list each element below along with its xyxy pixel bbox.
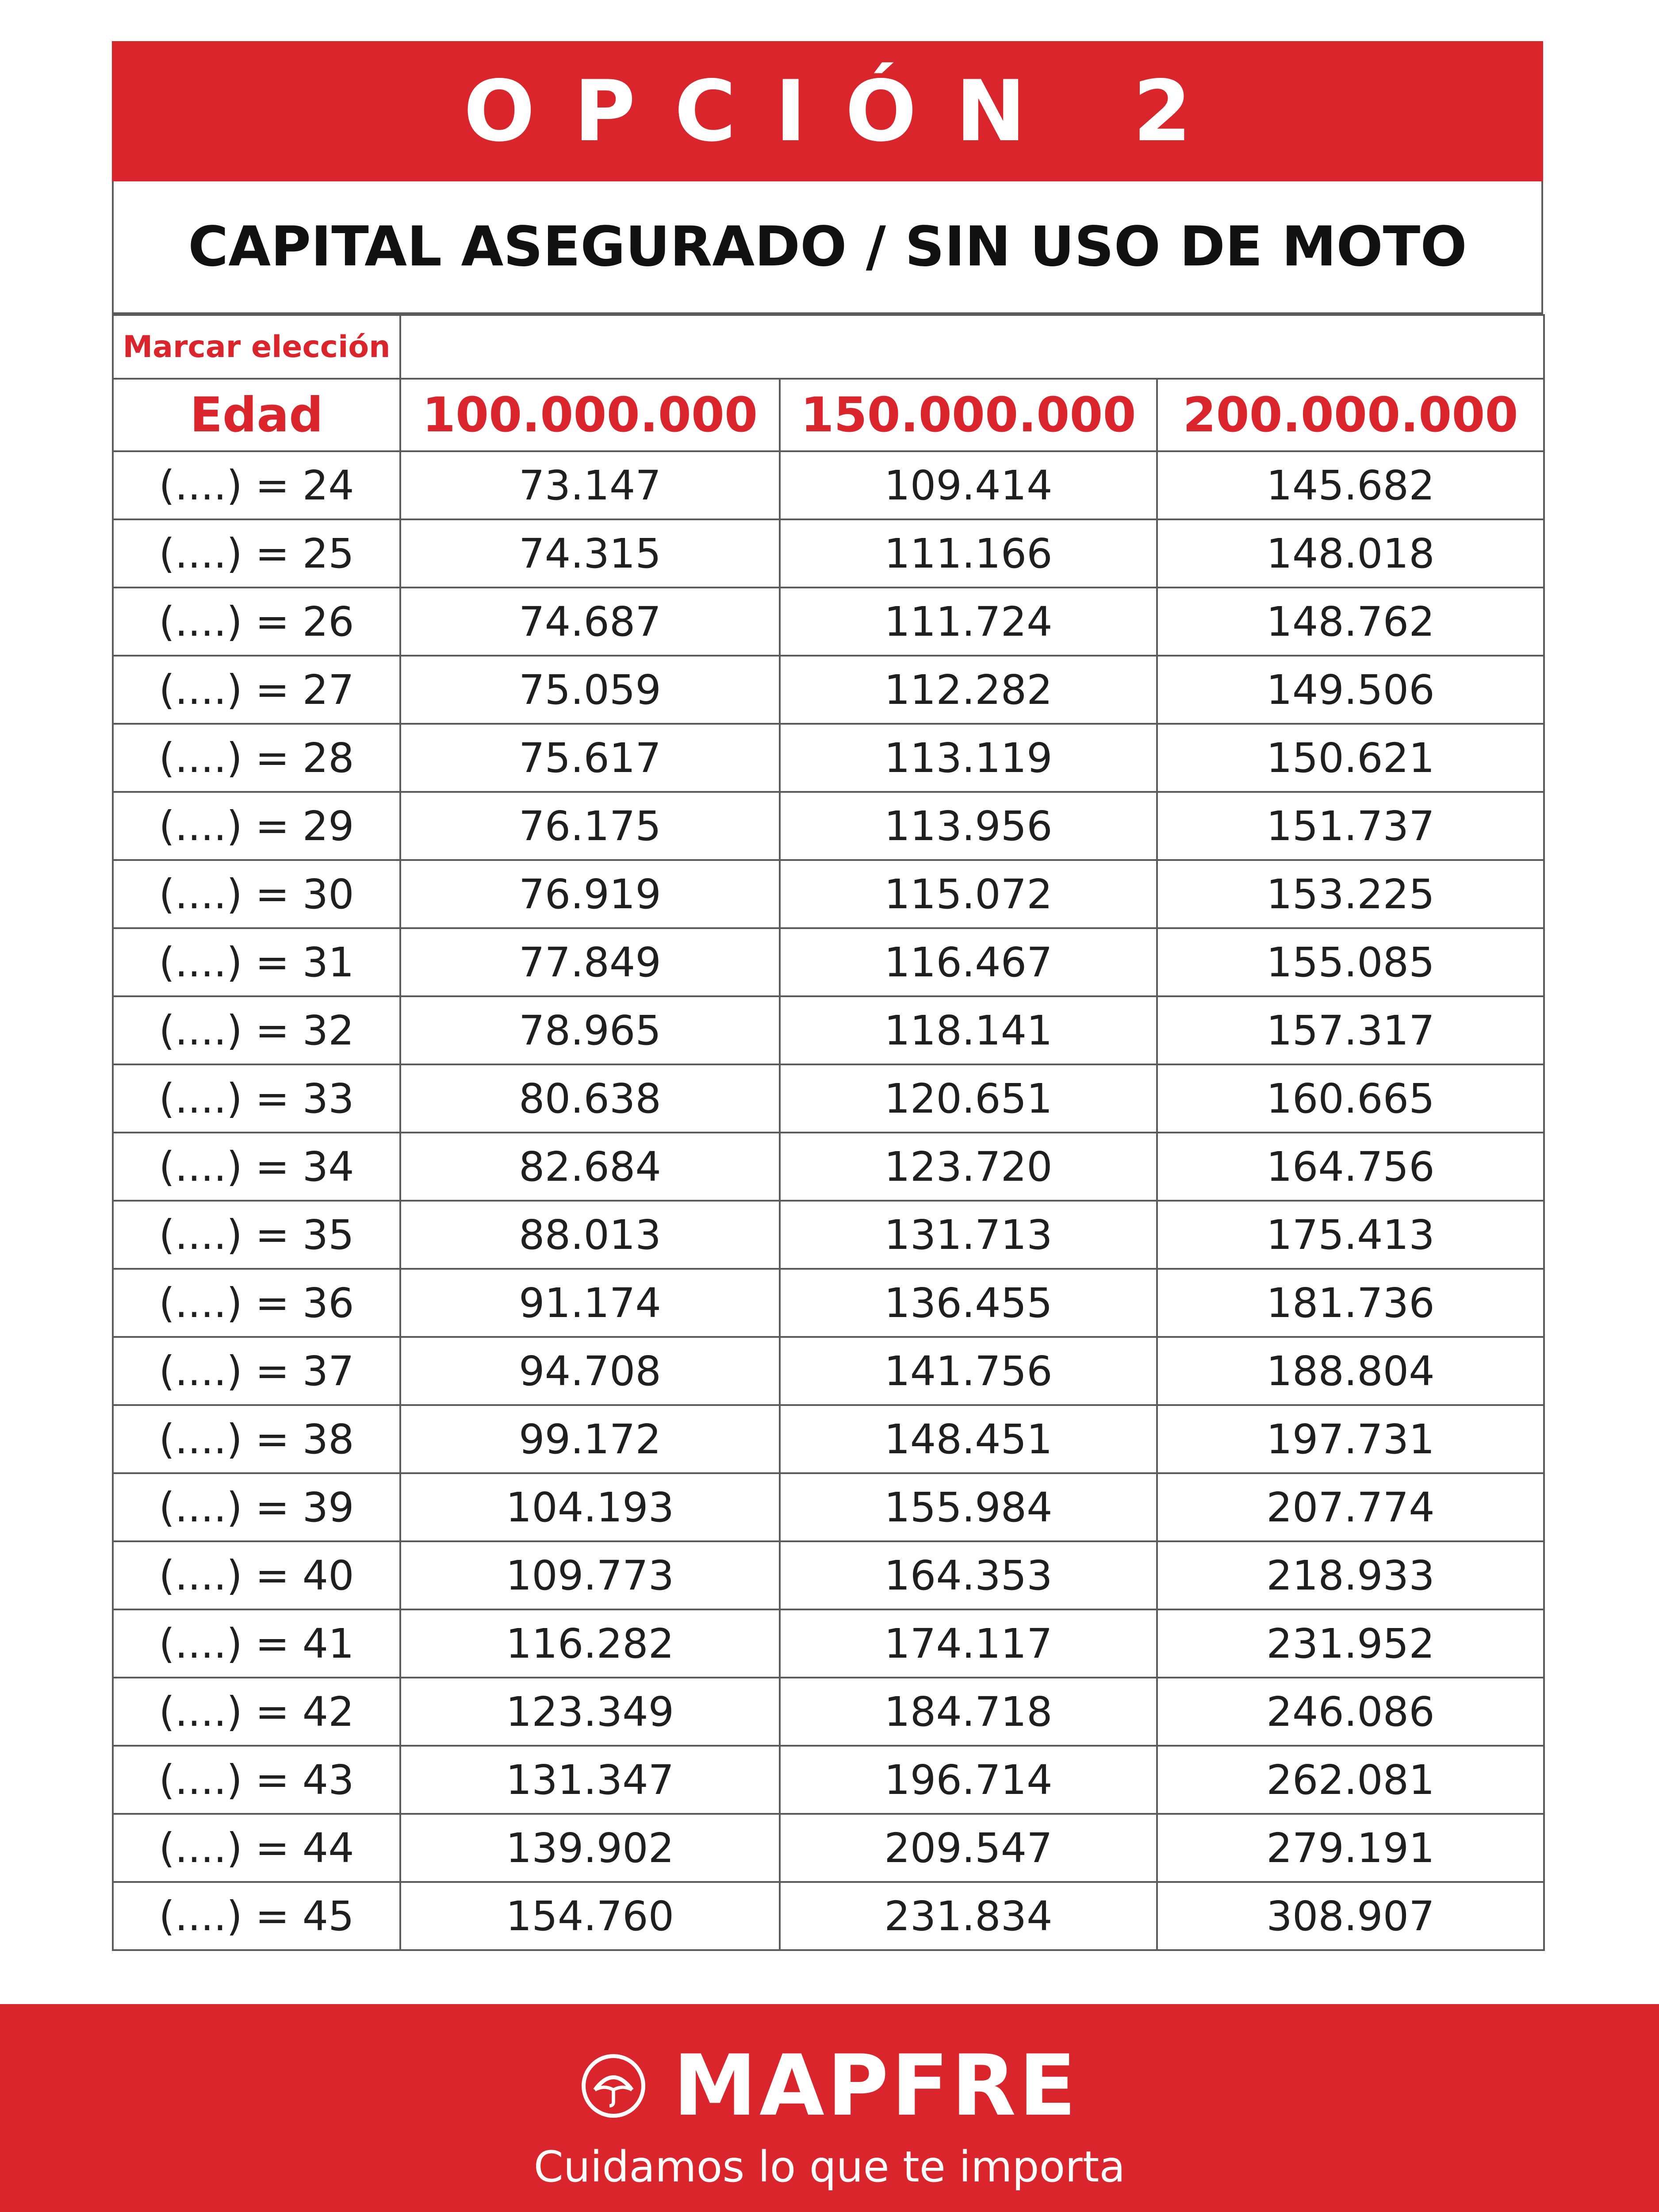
- premium-cell-100m-text: 73.147: [519, 461, 661, 509]
- premium-cell-100m: [400, 1337, 780, 1405]
- premium-cell-150m: [780, 1609, 1157, 1678]
- brand-tagline: Cuidamos lo que te importa: [533, 2142, 1126, 2192]
- premium-cell-150m: [780, 724, 1157, 792]
- mapfre-umbrella-icon: [580, 2053, 647, 2119]
- table-row: [113, 996, 1544, 1064]
- age-cell-text: (....) = 33: [159, 1075, 354, 1122]
- premium-cell-100m-text: 131.347: [506, 1756, 674, 1804]
- rate-sheet: [112, 41, 1543, 1951]
- premium-cell-200m: [1157, 1541, 1544, 1609]
- table-row: [113, 1814, 1544, 1882]
- premium-cell-200m-text: 175.413: [1266, 1211, 1435, 1259]
- premium-cell-200m: [1157, 928, 1544, 996]
- premium-cell-200m-text: 160.665: [1266, 1075, 1435, 1122]
- premium-cell-100m-text: 74.315: [519, 530, 661, 577]
- age-cell: [113, 1201, 400, 1269]
- age-cell-text: (....) = 29: [159, 802, 354, 850]
- premium-cell-150m-text: 174.117: [884, 1620, 1053, 1667]
- premium-cell-150m: [780, 1201, 1157, 1269]
- premium-cell-200m: [1157, 1746, 1544, 1814]
- premium-cell-200m-text: 181.736: [1266, 1279, 1435, 1327]
- premium-cell-100m-text: 91.174: [519, 1279, 661, 1327]
- premium-cell-100m-text: 94.708: [519, 1347, 661, 1395]
- premium-cell-150m-text: 136.455: [884, 1279, 1053, 1327]
- premium-cell-100m-text: 75.617: [519, 734, 661, 782]
- premium-cell-150m-text: 113.119: [884, 734, 1053, 782]
- premium-cell-100m: [400, 996, 780, 1064]
- premium-cell-100m-text: 82.684: [519, 1143, 661, 1190]
- premium-cell-100m-text: 78.965: [519, 1006, 661, 1054]
- premium-cell-200m: [1157, 656, 1544, 724]
- age-cell: [113, 588, 400, 656]
- premium-cell-100m: [400, 1405, 780, 1473]
- mark-choice-row: [113, 315, 1544, 379]
- premium-cell-100m: [400, 1269, 780, 1337]
- premium-cell-150m-text: 164.353: [884, 1551, 1053, 1599]
- age-cell-text: (....) = 28: [159, 734, 354, 782]
- premium-cell-100m: [400, 1133, 780, 1201]
- premium-cell-100m: [400, 860, 780, 928]
- premium-cell-200m-text: 308.907: [1266, 1892, 1435, 1940]
- age-cell-text: (....) = 44: [159, 1824, 354, 1872]
- premium-cell-200m: [1157, 1814, 1544, 1882]
- premium-cell-150m: [780, 656, 1157, 724]
- age-cell: [113, 1609, 400, 1678]
- premium-cell-200m: [1157, 996, 1544, 1064]
- header-cell-capital-200m: [1157, 379, 1544, 451]
- premium-cell-200m: [1157, 1882, 1544, 1950]
- premium-cell-200m-text: 231.952: [1266, 1620, 1435, 1667]
- age-cell-text: (....) = 27: [159, 666, 354, 714]
- header-age-label: Edad: [190, 387, 323, 443]
- premium-cell-100m-text: 99.172: [519, 1415, 661, 1463]
- premium-cell-100m: [400, 588, 780, 656]
- premium-cell-100m: [400, 451, 780, 519]
- premium-cell-150m-text: 155.984: [884, 1483, 1053, 1531]
- header-row: [113, 379, 1544, 451]
- header-cell-age: [113, 379, 400, 451]
- premium-cell-100m: [400, 519, 780, 588]
- table-row: [113, 588, 1544, 656]
- premium-cell-200m: [1157, 1405, 1544, 1473]
- premium-cell-200m-text: 188.804: [1266, 1347, 1435, 1395]
- premium-cell-150m: [780, 1814, 1157, 1882]
- premium-cell-150m: [780, 1064, 1157, 1133]
- age-cell: [113, 1882, 400, 1950]
- premium-cell-200m-text: 218.933: [1266, 1551, 1435, 1599]
- premium-cell-200m-text: 150.621: [1266, 734, 1435, 782]
- header-capital-label: 200.000.000: [1183, 387, 1518, 443]
- header-capital-label: 150.000.000: [801, 387, 1136, 443]
- premium-cell-200m-text: 148.018: [1266, 530, 1435, 577]
- mark-choice-label: Marcar elección: [123, 329, 391, 365]
- premium-cell-150m: [780, 996, 1157, 1064]
- age-cell: [113, 1405, 400, 1473]
- premium-cell-100m: [400, 1064, 780, 1133]
- table-row: [113, 1609, 1544, 1678]
- premium-cell-150m-text: 123.720: [884, 1143, 1053, 1190]
- premium-cell-150m-text: 231.834: [884, 1892, 1053, 1940]
- premium-cell-200m: [1157, 519, 1544, 588]
- age-cell-text: (....) = 35: [159, 1211, 354, 1259]
- premium-cell-150m: [780, 792, 1157, 860]
- table-row: [113, 1541, 1544, 1609]
- premium-cell-200m-text: 153.225: [1266, 870, 1435, 918]
- premium-cell-150m: [780, 928, 1157, 996]
- premium-cell-100m-text: 80.638: [519, 1075, 661, 1122]
- premium-cell-100m: [400, 1746, 780, 1814]
- table-row: [113, 928, 1544, 996]
- premium-cell-200m: [1157, 1678, 1544, 1746]
- table-row: [113, 1882, 1544, 1950]
- premium-cell-100m: [400, 1541, 780, 1609]
- mark-choice-cell: [113, 315, 400, 379]
- age-cell: [113, 1064, 400, 1133]
- premium-cell-200m-text: 262.081: [1266, 1756, 1435, 1804]
- premium-cell-200m: [1157, 1337, 1544, 1405]
- premium-cell-200m: [1157, 724, 1544, 792]
- table-row: [113, 792, 1544, 860]
- table-row: [113, 1064, 1544, 1133]
- premium-cell-200m-text: 157.317: [1266, 1006, 1435, 1054]
- premium-cell-150m-text: 111.724: [884, 598, 1053, 645]
- premium-cell-150m-text: 116.467: [884, 938, 1053, 986]
- premium-cell-200m-text: 151.737: [1266, 802, 1435, 850]
- premium-cell-100m: [400, 656, 780, 724]
- premium-cell-150m-text: 115.072: [884, 870, 1053, 918]
- premium-cell-100m-text: 88.013: [519, 1211, 661, 1259]
- premium-cell-150m: [780, 1269, 1157, 1337]
- premium-cell-150m-text: 109.414: [884, 461, 1053, 509]
- age-cell-text: (....) = 41: [159, 1620, 354, 1667]
- premium-cell-150m: [780, 1746, 1157, 1814]
- table-row: [113, 1473, 1544, 1541]
- age-cell: [113, 656, 400, 724]
- table-row: [113, 1133, 1544, 1201]
- table-row: [113, 724, 1544, 792]
- premium-cell-150m: [780, 1337, 1157, 1405]
- age-cell-text: (....) = 40: [159, 1551, 354, 1599]
- premium-cell-150m-text: 111.166: [884, 530, 1053, 577]
- premium-cell-100m-text: 139.902: [506, 1824, 674, 1872]
- premium-cell-200m: [1157, 792, 1544, 860]
- premium-table-body: [113, 315, 1544, 1950]
- age-cell: [113, 1337, 400, 1405]
- page-title: OPCIÓN 2: [112, 41, 1543, 181]
- age-cell: [113, 1541, 400, 1609]
- premium-cell-150m-text: 184.718: [884, 1688, 1053, 1736]
- premium-cell-200m: [1157, 1201, 1544, 1269]
- age-cell-text: (....) = 42: [159, 1688, 354, 1736]
- age-cell: [113, 928, 400, 996]
- premium-cell-200m: [1157, 1269, 1544, 1337]
- age-cell-text: (....) = 43: [159, 1756, 354, 1804]
- premium-cell-150m: [780, 451, 1157, 519]
- header-cell-capital-150m: [780, 379, 1157, 451]
- premium-cell-150m-text: 196.714: [884, 1756, 1053, 1804]
- brand-wordmark: MAPFRE: [673, 2037, 1079, 2135]
- age-cell-text: (....) = 24: [159, 461, 354, 509]
- premium-cell-200m-text: 164.756: [1266, 1143, 1435, 1190]
- premium-cell-100m-text: 75.059: [519, 666, 661, 714]
- table-row: [113, 1269, 1544, 1337]
- premium-cell-200m-text: 145.682: [1266, 461, 1435, 509]
- premium-cell-150m-text: 113.956: [884, 802, 1053, 850]
- premium-cell-200m: [1157, 588, 1544, 656]
- premium-cell-100m: [400, 724, 780, 792]
- premium-cell-150m-text: 141.756: [884, 1347, 1053, 1395]
- table-row: [113, 656, 1544, 724]
- age-cell-text: (....) = 31: [159, 938, 354, 986]
- premium-cell-150m: [780, 588, 1157, 656]
- premium-cell-100m-text: 123.349: [506, 1688, 674, 1736]
- age-cell-text: (....) = 36: [159, 1279, 354, 1327]
- age-cell-text: (....) = 34: [159, 1143, 354, 1190]
- premium-cell-200m: [1157, 1064, 1544, 1133]
- age-cell-text: (....) = 37: [159, 1347, 354, 1395]
- table-row: [113, 1405, 1544, 1473]
- age-cell: [113, 1814, 400, 1882]
- header-cell-capital-100m: [400, 379, 780, 451]
- premium-cell-150m-text: 118.141: [884, 1006, 1053, 1054]
- premium-cell-100m-text: 74.687: [519, 598, 661, 645]
- premium-cell-100m-text: 77.849: [519, 938, 661, 986]
- premium-cell-150m: [780, 1882, 1157, 1950]
- premium-cell-100m: [400, 1201, 780, 1269]
- premium-cell-100m: [400, 1678, 780, 1746]
- age-cell-text: (....) = 25: [159, 530, 354, 577]
- age-cell: [113, 996, 400, 1064]
- premium-cell-100m: [400, 1882, 780, 1950]
- age-cell-text: (....) = 39: [159, 1483, 354, 1531]
- premium-cell-100m: [400, 792, 780, 860]
- premium-cell-150m-text: 131.713: [884, 1211, 1053, 1259]
- premium-cell-100m-text: 116.282: [506, 1620, 674, 1667]
- premium-cell-200m-text: 148.762: [1266, 598, 1435, 645]
- premium-cell-150m: [780, 519, 1157, 588]
- premium-cell-150m: [780, 1133, 1157, 1201]
- premium-cell-100m: [400, 1814, 780, 1882]
- age-cell-text: (....) = 45: [159, 1892, 354, 1940]
- age-cell: [113, 860, 400, 928]
- premium-cell-150m: [780, 1541, 1157, 1609]
- premium-cell-100m-text: 104.193: [506, 1483, 674, 1531]
- premium-cell-150m: [780, 1473, 1157, 1541]
- premium-cell-200m: [1157, 451, 1544, 519]
- premium-cell-150m: [780, 860, 1157, 928]
- premium-cell-200m-text: 149.506: [1266, 666, 1435, 714]
- premium-cell-100m: [400, 1473, 780, 1541]
- table-row: [113, 1337, 1544, 1405]
- table-row: [113, 1678, 1544, 1746]
- age-cell-text: (....) = 38: [159, 1415, 354, 1463]
- premium-cell-100m-text: 154.760: [506, 1892, 674, 1940]
- age-cell-text: (....) = 26: [159, 598, 354, 645]
- premium-cell-200m-text: 155.085: [1266, 938, 1435, 986]
- age-cell: [113, 1678, 400, 1746]
- premium-table: [112, 314, 1545, 1951]
- premium-cell-100m: [400, 1609, 780, 1678]
- mark-choice-empty-cell: [400, 315, 1544, 379]
- table-row: [113, 451, 1544, 519]
- premium-cell-200m: [1157, 1133, 1544, 1201]
- table-row: [113, 860, 1544, 928]
- age-cell: [113, 1473, 400, 1541]
- premium-cell-200m-text: 279.191: [1266, 1824, 1435, 1872]
- premium-cell-100m: [400, 928, 780, 996]
- age-cell: [113, 1746, 400, 1814]
- page-subtitle: CAPITAL ASEGURADO / SIN USO DE MOTO: [112, 181, 1543, 314]
- premium-cell-200m: [1157, 1473, 1544, 1541]
- table-row: [113, 1746, 1544, 1814]
- age-cell: [113, 724, 400, 792]
- table-row: [113, 1201, 1544, 1269]
- age-cell: [113, 792, 400, 860]
- premium-cell-200m-text: 246.086: [1266, 1688, 1435, 1736]
- premium-cell-150m-text: 112.282: [884, 666, 1053, 714]
- premium-cell-100m-text: 109.773: [506, 1551, 674, 1599]
- premium-cell-100m-text: 76.175: [519, 802, 661, 850]
- premium-cell-200m: [1157, 860, 1544, 928]
- premium-cell-150m: [780, 1405, 1157, 1473]
- premium-cell-150m-text: 120.651: [884, 1075, 1053, 1122]
- premium-cell-150m-text: 209.547: [884, 1824, 1053, 1872]
- age-cell: [113, 1269, 400, 1337]
- footer-banner: [0, 2004, 1659, 2212]
- age-cell: [113, 451, 400, 519]
- premium-cell-100m-text: 76.919: [519, 870, 661, 918]
- brand-lockup: [0, 2037, 1659, 2135]
- table-row: [113, 519, 1544, 588]
- age-cell-text: (....) = 32: [159, 1006, 354, 1054]
- premium-cell-150m: [780, 1678, 1157, 1746]
- header-capital-label: 100.000.000: [422, 387, 758, 443]
- premium-cell-150m-text: 148.451: [884, 1415, 1053, 1463]
- premium-cell-200m: [1157, 1609, 1544, 1678]
- premium-cell-200m-text: 197.731: [1266, 1415, 1435, 1463]
- premium-cell-200m-text: 207.774: [1266, 1483, 1435, 1531]
- age-cell: [113, 1133, 400, 1201]
- age-cell-text: (....) = 30: [159, 870, 354, 918]
- age-cell: [113, 519, 400, 588]
